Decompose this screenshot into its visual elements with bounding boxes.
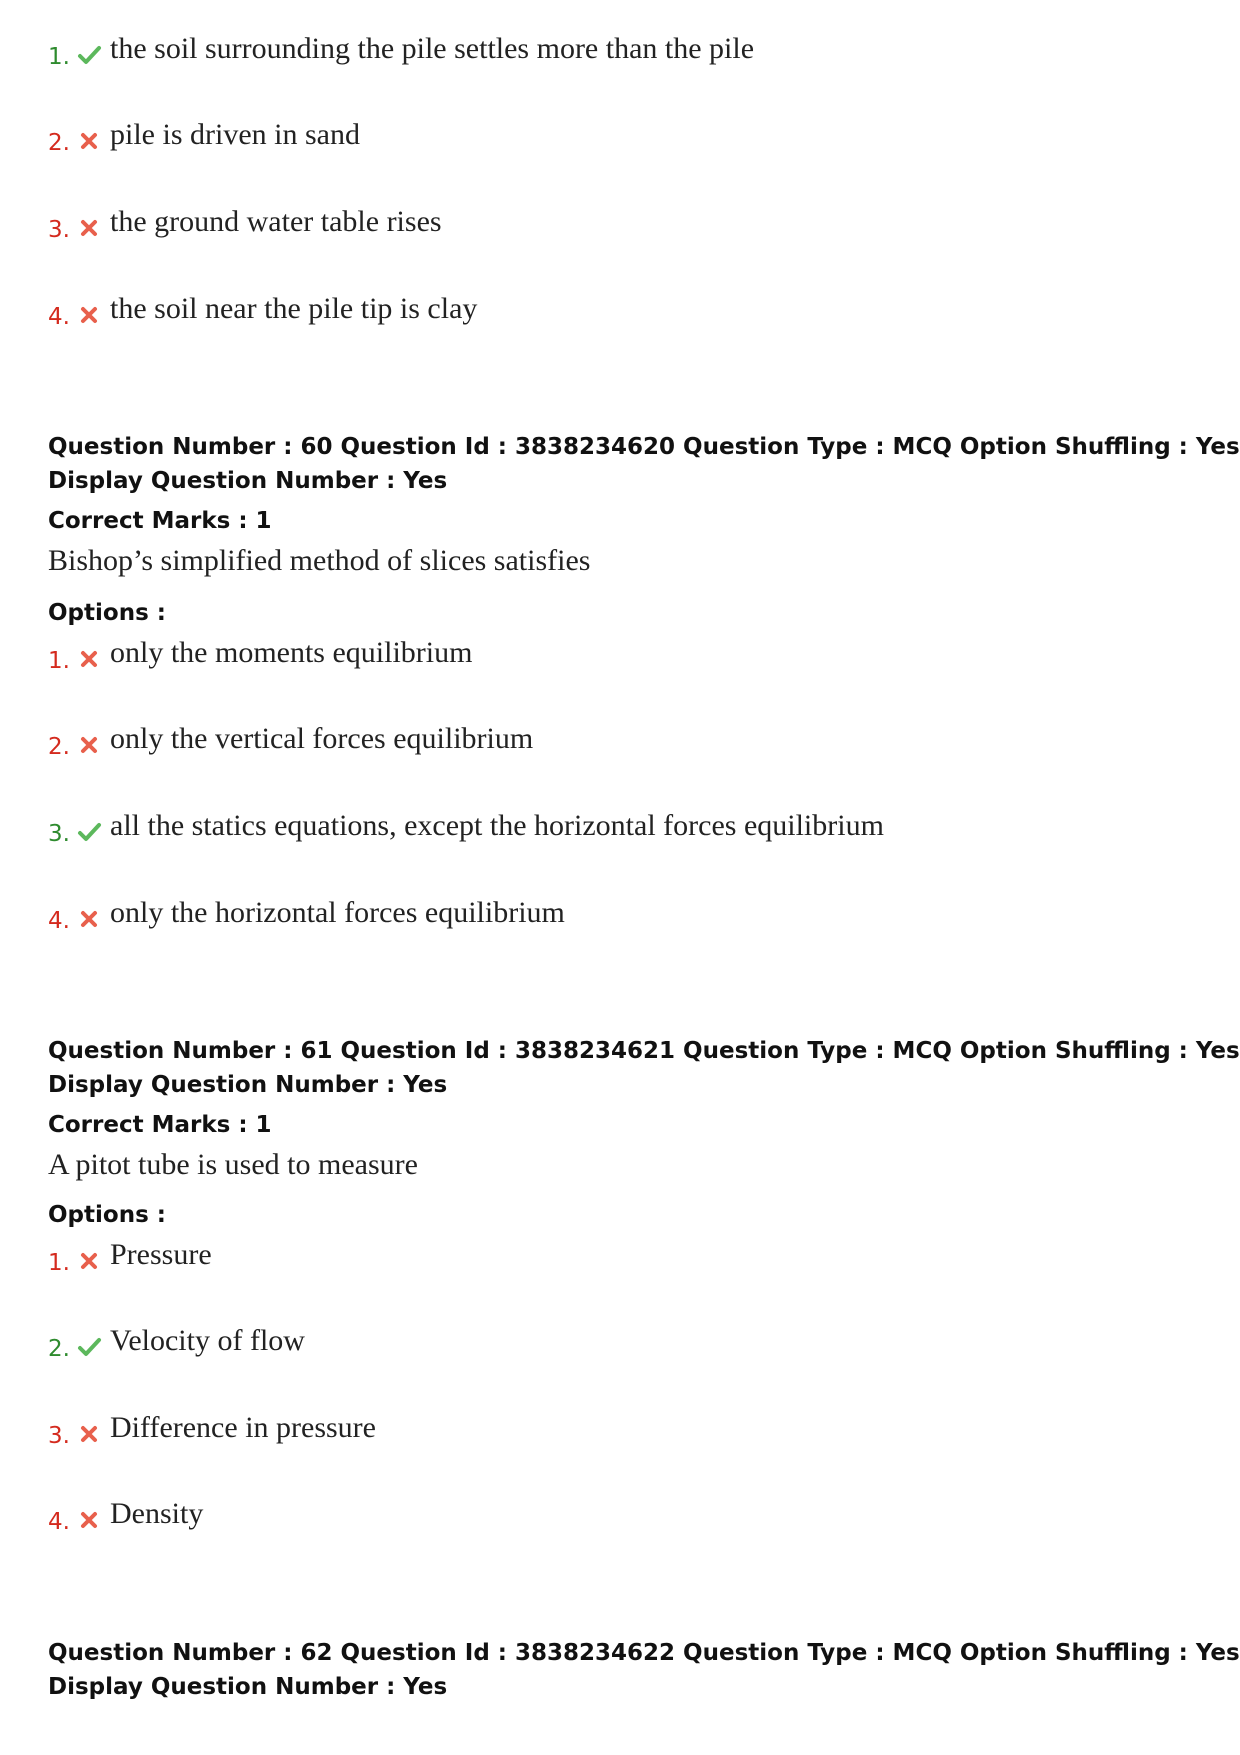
option-text: only the moments equilibrium (110, 636, 473, 669)
cross-icon (76, 128, 102, 154)
cross-icon (76, 646, 102, 672)
option-text: the soil near the pile tip is clay (110, 292, 478, 325)
q60-marks: Correct Marks : 1 (48, 508, 272, 534)
option-number: 4. (48, 304, 70, 330)
option-number: 3. (48, 821, 70, 847)
option-text: the soil surrounding the pile settles more than the pile (110, 32, 755, 65)
q61-options-label: Options : (48, 1202, 166, 1228)
check-icon (76, 1334, 102, 1360)
q60-display: Display Question Number : Yes (48, 468, 448, 494)
option-text: only the vertical forces equilibrium (110, 722, 534, 755)
option-number: 3. (48, 1423, 70, 1449)
option-number: 2. (48, 1336, 70, 1362)
q61-display: Display Question Number : Yes (48, 1072, 448, 1098)
cross-icon (76, 1507, 102, 1533)
q62-header: Question Number : 62 Question Id : 3838234622 Question Type : MCQ Option Shuffling : Yes (48, 1640, 1240, 1666)
q62-display: Display Question Number : Yes (48, 1674, 448, 1700)
option-text: Difference in pressure (110, 1411, 376, 1444)
option-number: 4. (48, 1509, 70, 1535)
q61-text: A pitot tube is used to measure (48, 1148, 418, 1181)
q60-options-label: Options : (48, 600, 166, 626)
option-text: the ground water table rises (110, 205, 442, 238)
cross-icon (76, 302, 102, 328)
option-text: pile is driven in sand (110, 118, 360, 151)
q61-header: Question Number : 61 Question Id : 3838234621 Question Type : MCQ Option Shuffling : Yes (48, 1038, 1240, 1064)
option-text: all the statics equations, except the horizontal forces equilibrium (110, 809, 884, 842)
q60-text: Bishop’s simplified method of slices satisfies (48, 544, 591, 577)
check-icon (76, 42, 102, 68)
option-text: Density (110, 1497, 204, 1530)
q61-marks: Correct Marks : 1 (48, 1112, 272, 1138)
option-number: 3. (48, 217, 70, 243)
option-number: 1. (48, 648, 70, 674)
option-text: only the horizontal forces equilibrium (110, 896, 565, 929)
cross-icon (76, 1421, 102, 1447)
check-icon (76, 819, 102, 845)
option-number: 1. (48, 1250, 70, 1276)
option-text: Pressure (110, 1238, 212, 1271)
cross-icon (76, 906, 102, 932)
option-number: 4. (48, 908, 70, 934)
cross-icon (76, 1248, 102, 1274)
option-number: 2. (48, 130, 70, 156)
option-number: 2. (48, 734, 70, 760)
option-text: Velocity of flow (110, 1324, 305, 1357)
option-number: 1. (48, 44, 70, 70)
q60-header: Question Number : 60 Question Id : 3838234620 Question Type : MCQ Option Shuffling : Yes (48, 434, 1240, 460)
cross-icon (76, 215, 102, 241)
cross-icon (76, 732, 102, 758)
